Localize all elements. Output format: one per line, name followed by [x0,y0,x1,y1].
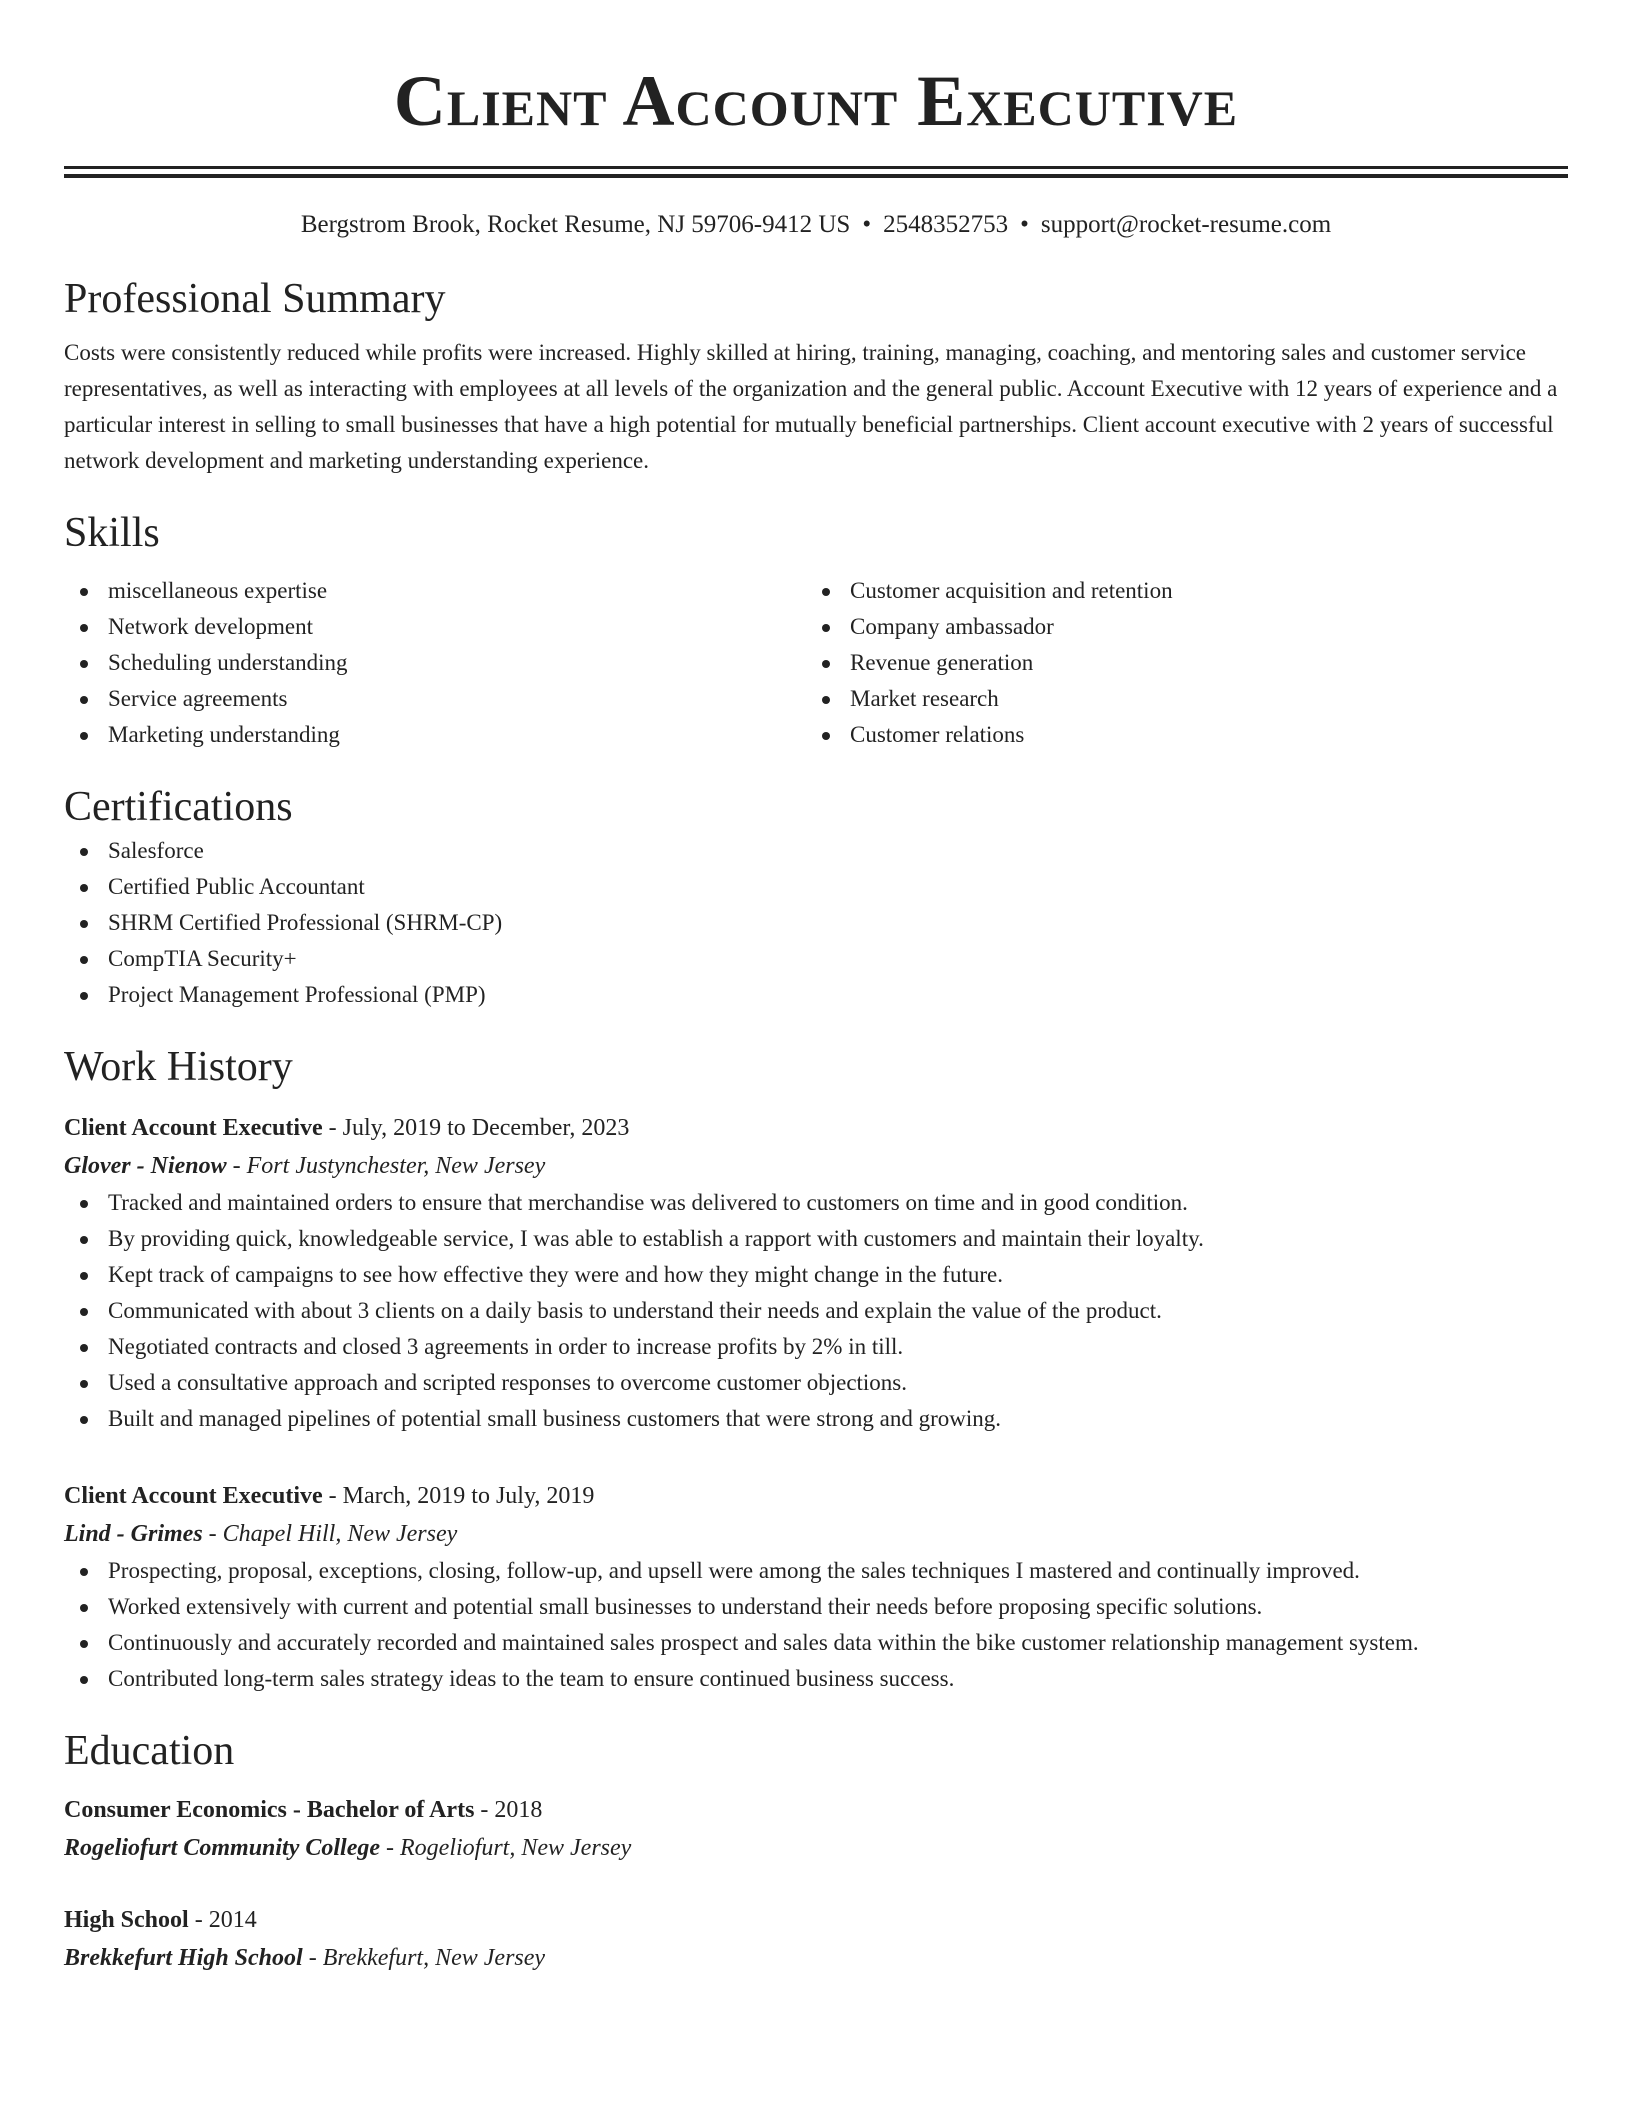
skill-item: miscellaneous expertise [64,573,806,609]
job-company: Lind - Grimes [64,1521,203,1547]
bullet-icon [80,732,88,740]
skill-item: Marketing understanding [64,717,806,753]
contact-line [64,209,1568,241]
education-year: - 2018 [474,1797,543,1823]
certification-item: Certified Public Accountant [64,869,1568,905]
contact-phone: 2548352753 [883,211,1009,238]
job-dates: - July, 2019 to December, 2023 [322,1115,630,1141]
job-bullet: Worked extensively with current and potential small businesses to understand their needs before proposing specific solutions. [64,1589,1568,1625]
education-degree-line [64,1791,1568,1829]
skills-column-left [64,573,806,753]
bullet-icon [822,732,830,740]
job-entry [64,1477,1568,1697]
job-bullet: Tracked and maintained orders to ensure that merchandise was delivered to customers on time and in good condition. [64,1185,1568,1221]
job-bullet: Negotiated contracts and closed 3 agreements in order to increase profits by 2% in till. [64,1329,1568,1365]
bullet-icon [822,696,830,704]
job-company-line [64,1515,1568,1553]
bullet-icon [80,1200,88,1208]
certification-item: Salesforce [64,833,1568,869]
skill-item: Company ambassador [806,609,1548,645]
bullet-icon [80,884,88,892]
bullet-icon [80,624,88,632]
education-school-line [64,1829,1568,1867]
education-location: - Brekkefurt, New Jersey [302,1945,546,1971]
certification-item: CompTIA Security+ [64,941,1568,977]
education-degree: Consumer Economics - Bachelor of Arts [64,1797,475,1823]
education-section [64,1725,1568,1977]
contact-separator: • [1020,211,1029,238]
job-title-line [64,1109,1568,1147]
education-school: Brekkefurt High School [64,1945,303,1971]
bullet-icon [80,660,88,668]
bullet-icon [80,1344,88,1352]
work-history-section [64,1041,1568,1697]
education-entry [64,1901,1568,1977]
skill-item: Network development [64,609,806,645]
skill-item: Revenue generation [806,645,1548,681]
education-school: Rogeliofurt Community College [64,1835,381,1861]
job-title-line [64,1477,1568,1515]
skill-item: Market research [806,681,1548,717]
certification-item: Project Management Professional (PMP) [64,977,1568,1013]
work-history-heading: Work History [64,1044,293,1090]
skill-item: Service agreements [64,681,806,717]
bullet-icon [80,588,88,596]
bullet-icon [822,624,830,632]
bullet-icon [822,660,830,668]
certifications-heading: Certifications [64,784,293,830]
skill-item: Customer acquisition and retention [806,573,1548,609]
bullet-icon [80,1676,88,1684]
summary-section [64,273,1568,479]
resume-name: Client Account Executive [393,61,1239,141]
job-bullet: Continuously and accurately recorded and maintained sales prospect and sales data within the bike customer relationship management system. [64,1625,1568,1661]
bullet-icon [822,588,830,596]
education-school-line [64,1939,1568,1977]
certification-item: SHRM Certified Professional (SHRM-CP) [64,905,1568,941]
job-bullet: Contributed long-term sales strategy ideas to the team to ensure continued business success. [64,1661,1568,1697]
bullet-icon [80,1236,88,1244]
certifications-section [64,781,1568,1013]
summary-heading: Professional Summary [64,276,446,322]
bullet-icon [80,1640,88,1648]
education-entry [64,1791,1568,1867]
bullet-icon [80,1308,88,1316]
bullet-icon [80,1380,88,1388]
skills-heading: Skills [64,510,160,556]
education-degree: High School [64,1907,189,1933]
job-company-line [64,1147,1568,1185]
job-bullets [64,1553,1568,1697]
job-bullet: By providing quick, knowledgeable service, I was able to establish a rapport with customers and maintain their loyalty. [64,1221,1568,1257]
job-bullets [64,1185,1568,1437]
contact-separator: • [862,211,872,238]
skills-grid [64,573,1568,753]
skills-column-right [806,573,1548,753]
job-title: Client Account Executive [64,1115,323,1141]
skill-item: Scheduling understanding [64,645,806,681]
skill-item: Customer relations [806,717,1548,753]
bullet-icon [80,1416,88,1424]
header-double-rule [64,166,1568,178]
job-bullet: Built and managed pipelines of potential small business customers that were strong and growing. [64,1401,1568,1437]
education-degree-line [64,1901,1568,1939]
bullet-icon [80,920,88,928]
bullet-icon [80,992,88,1000]
job-location: - Chapel Hill, New Jersey [202,1521,458,1547]
education-year: - 2014 [188,1907,257,1933]
summary-text: Costs were consistently reduced while profits were increased. Highly skilled at hiring, training, managing, coaching, and mentoring sales and customer service representatives, as well as interacting with employees at all levels of the organization and the general public. Account Executive with 12 years of experience and a particular interest in selling to small businesses that have a high potential for mutually beneficial partnerships. Client account executive with 2 years of successful network development and marketing understanding experience. [64,340,1558,473]
education-heading: Education [64,1728,235,1774]
contact-email: support@rocket-resume.com [1040,211,1332,238]
job-bullet: Prospecting, proposal, exceptions, closing, follow-up, and upsell were among the sales techniques I mastered and continually improved. [64,1553,1568,1589]
bullet-icon [80,956,88,964]
job-company: Glover - Nienow [64,1153,227,1179]
bullet-icon [80,696,88,704]
certifications-list [64,833,1568,1013]
bullet-icon [80,1604,88,1612]
job-dates: - March, 2019 to July, 2019 [322,1483,595,1509]
job-location: - Fort Justynchester, New Jersey [226,1153,546,1179]
skills-section [64,507,1568,753]
job-title: Client Account Executive [64,1483,323,1509]
job-bullet: Used a consultative approach and scripted responses to overcome customer objections. [64,1365,1568,1401]
bullet-icon [80,1272,88,1280]
education-location: - Rogeliofurt, New Jersey [380,1835,632,1861]
job-bullet: Kept track of campaigns to see how effective they were and how they might change in the future. [64,1257,1568,1293]
contact-address: Bergstrom Brook, Rocket Resume, NJ 59706-9412 US [300,211,851,238]
bullet-icon [80,1568,88,1576]
bullet-icon [80,848,88,856]
job-bullet: Communicated with about 3 clients on a daily basis to understand their needs and explain the value of the product. [64,1293,1568,1329]
job-entry [64,1109,1568,1437]
